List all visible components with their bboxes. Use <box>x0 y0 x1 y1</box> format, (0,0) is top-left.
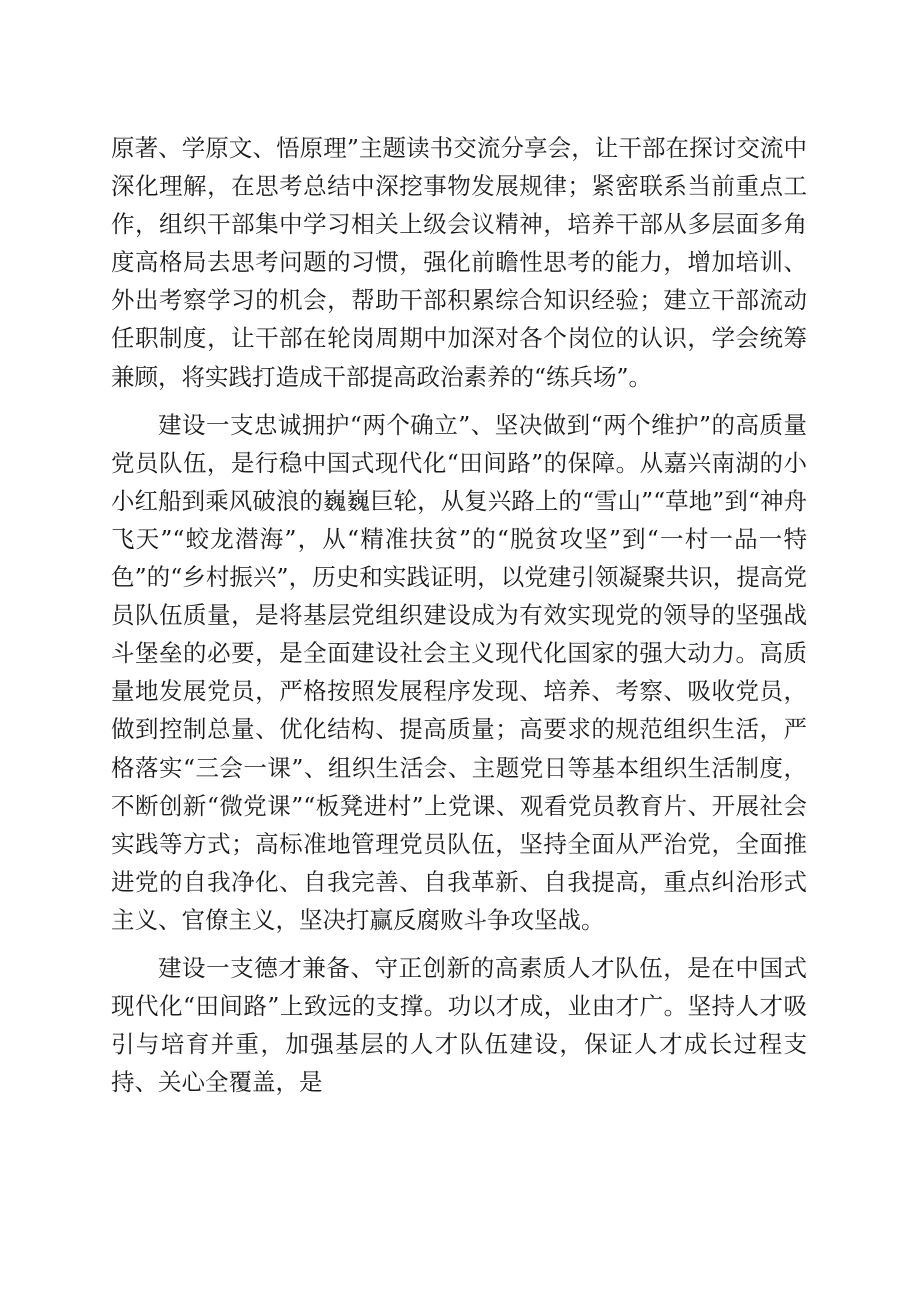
paragraph-talent-team: 建设一支德才兼备、守正创新的高素质人才队伍，是在中国式现代化“田间路”上致远的支撑。功以才成，业由才广。坚持人才吸引与培育并重，加强基层的人才队伍建设，保证人才成长过程支持、关心全覆盖，是 <box>111 953 807 1097</box>
document-body <box>111 129 807 1111</box>
paragraph-party-members: 建设一支忠诚拥护“两个确立”、坚决做到“两个维护”的高质量党员队伍，是行稳中国式现代化“田间路”的保障。从嘉兴南湖的小小红船到乘风破浪的巍巍巨轮，从复兴路上的“雪山”“草地”到“神舟飞天”“蛟龙潜海”，从“精准扶贫”的“脱贫攻坚”到“一村一品一特色”的“乡村振兴”，历史和实践证明，以党建引领凝聚共识，提高党员队伍质量，是将基层党组织建设成为有效实现党的领导的坚强战斗堡垒的必要，是全面建设社会主义现代化国家的强大动力。高质量地发展党员，严格按照发展程序发现、培养、考察、吸收党员，做到控制总量、优化结构、提高质量；高要求的规范组织生活，严格落实“三会一课”、组织生活会、主题党日等基本组织生活制度，不断创新“微党课”“板凳进村”上党课、观看党员教育片、开展社会实践等方式；高标准地管理党员队伍，坚持全面从严治党，全面推进党的自我净化、自我完善、自我革新、自我提高，重点纠治形式主义、官僚主义，坚决打赢反腐败斗争攻坚战。 <box>111 410 807 934</box>
paragraph-continued: 原著、学原文、悟原理”主题读书交流分享会，让干部在探讨交流中深化理解，在思考总结中深挖事物发展规律；紧密联系当前重点工作，组织干部集中学习相关上级会议精神，培养干部从多层面多角度高格局去思考问题的习惯，强化前瞻性思考的能力，增加培训、外出考察学习的机会，帮助干部积累综合知识经验；建立干部流动任职制度，让干部在轮岗周期中加深对各个岗位的认识，学会统筹兼顾，将实践打造成干部提高政治素养的“练兵场”。 <box>111 134 807 391</box>
